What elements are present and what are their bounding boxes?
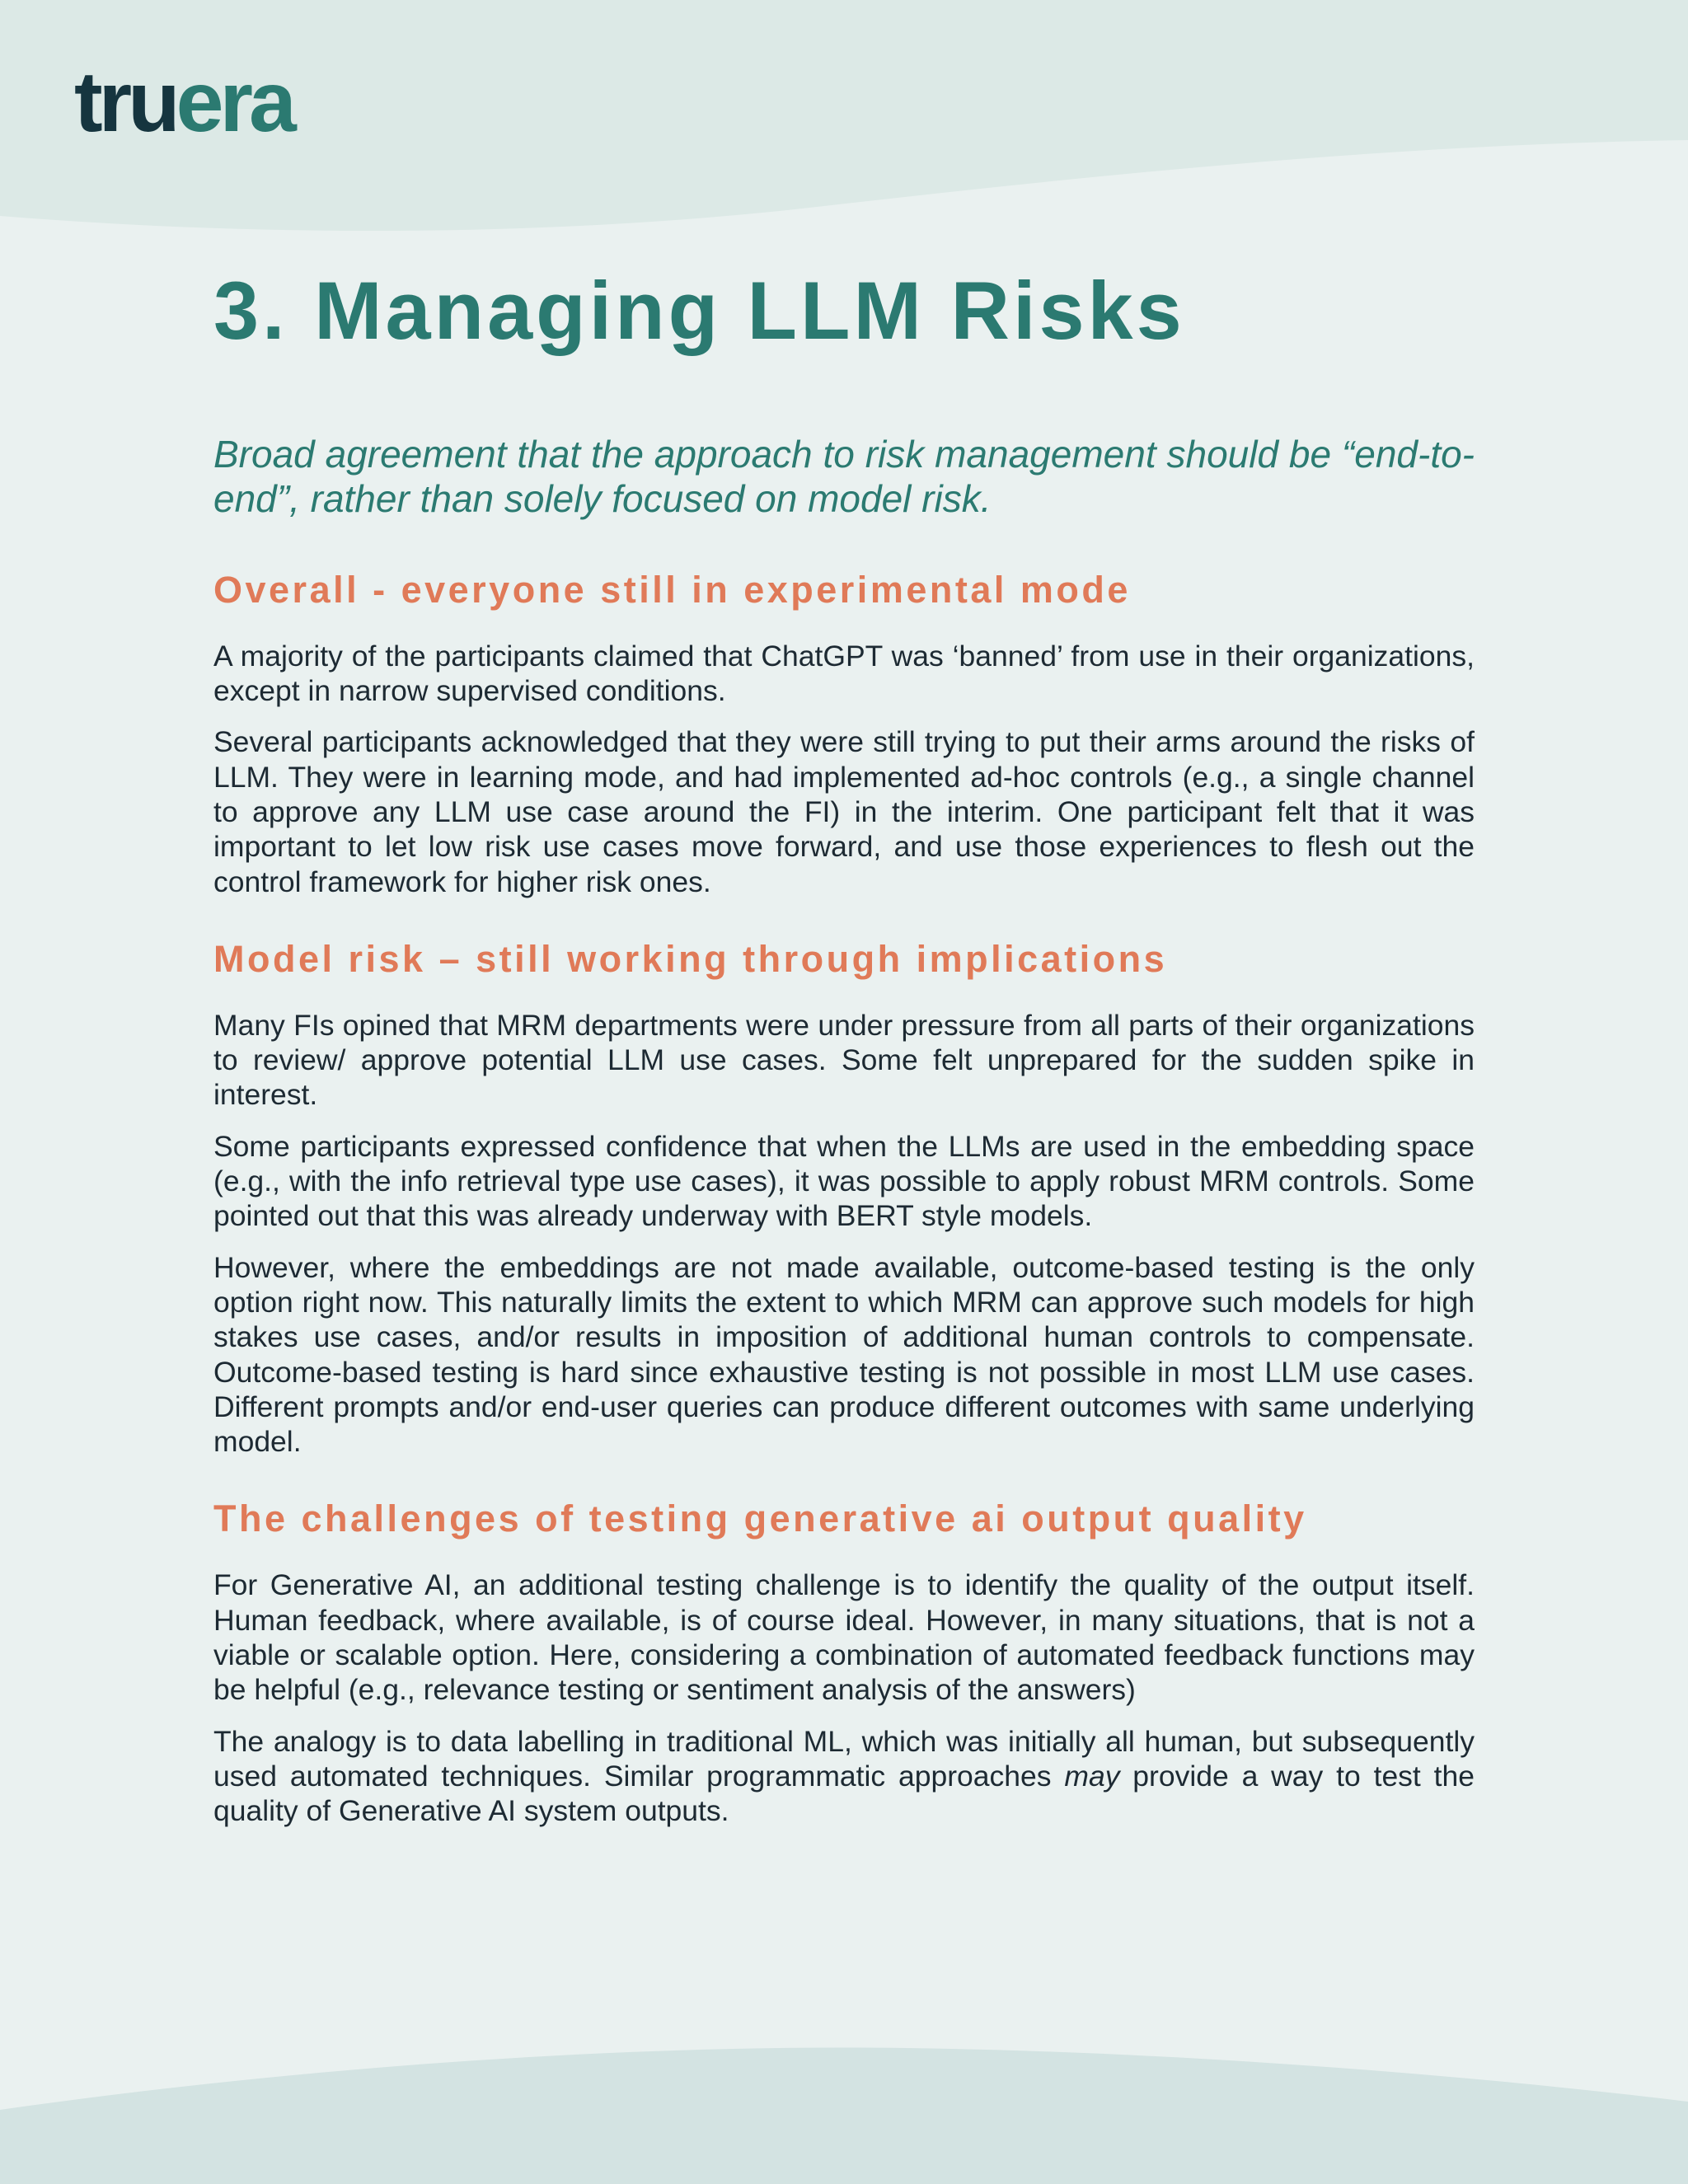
logo-text-tru: tru xyxy=(74,54,176,150)
paragraph: However, where the embeddings are not made available, outcome-based testing is the only option right now. This naturally limits the extent to which MRM can approve such models for high stakes use cases, and/or results in imposition of additional human controls to compensate. Outcome-based testing is hard since exhaustive testing is not possible in most LLM use cases. Different prompts and/or end-user queries can produce different outcomes with same underlying model. xyxy=(213,1250,1475,1459)
document-body xyxy=(213,262,1475,1829)
footer-wave-background xyxy=(0,1994,1688,2184)
paragraph: A majority of the participants claimed that ChatGPT was ‘banned’ from use in their organizations, except in narrow supervised conditions. xyxy=(213,639,1475,708)
paragraph: Many FIs opined that MRM departments were under pressure from all parts of their organizations to review/ approve potential LLM use cases. Some felt unprepared for the sudden spike in interest. xyxy=(213,1008,1475,1112)
section-heading-generative-ai-testing: The challenges of testing generative ai output quality xyxy=(213,1497,1307,1540)
lead-statement: Broad agreement that the approach to risk management should be “end-to-end”, rather than solely focused on model risk. xyxy=(213,432,1475,520)
section-heading-model-risk: Model risk – still working through implications xyxy=(213,937,1168,980)
paragraph: Several participants acknowledged that they were still trying to put their arms around the risks of LLM. They were in learning mode, and had implemented ad-hoc controls (e.g., a single channel to approve any LLM use case around the FI) in the interim. One participant felt that it was important to let low risk use cases move forward, and use those experiences to flesh out the control framework for higher risk ones. xyxy=(213,725,1475,898)
paragraph: Some participants expressed confidence that when the LLMs are used in the embedding space (e.g., with the info retrieval type use cases), it was possible to apply robust MRM controls. Some pointed out that this was already underway with BERT style models. xyxy=(213,1129,1475,1233)
paragraph: For Generative AI, an additional testing challenge is to identify the quality of the output itself. Human feedback, where available, is of course ideal. However, in many situations, that is not a viable or scalable option. Here, considering a combination of automated feedback functions may be helpful (e.g., relevance testing or sentiment analysis of the answers) xyxy=(213,1568,1475,1707)
section-heading-experimental-mode: Overall - everyone still in experimental mode xyxy=(213,568,1131,611)
paragraph-text: The analogy is to data labelling in traditional ML, which was initially all human, but subsequently used automated techniques. Similar programmatic approaches xyxy=(213,1724,1475,1793)
paragraph-text: provide a way to test the quality of Generative AI system outputs. xyxy=(213,1759,1475,1828)
truera-logo xyxy=(74,54,293,150)
logo-text-era: era xyxy=(176,54,293,150)
emphasis-text: may xyxy=(1064,1759,1120,1793)
paragraph-closing xyxy=(213,1724,1475,1829)
page-title: 3. Managing LLM Risks xyxy=(213,265,1185,356)
